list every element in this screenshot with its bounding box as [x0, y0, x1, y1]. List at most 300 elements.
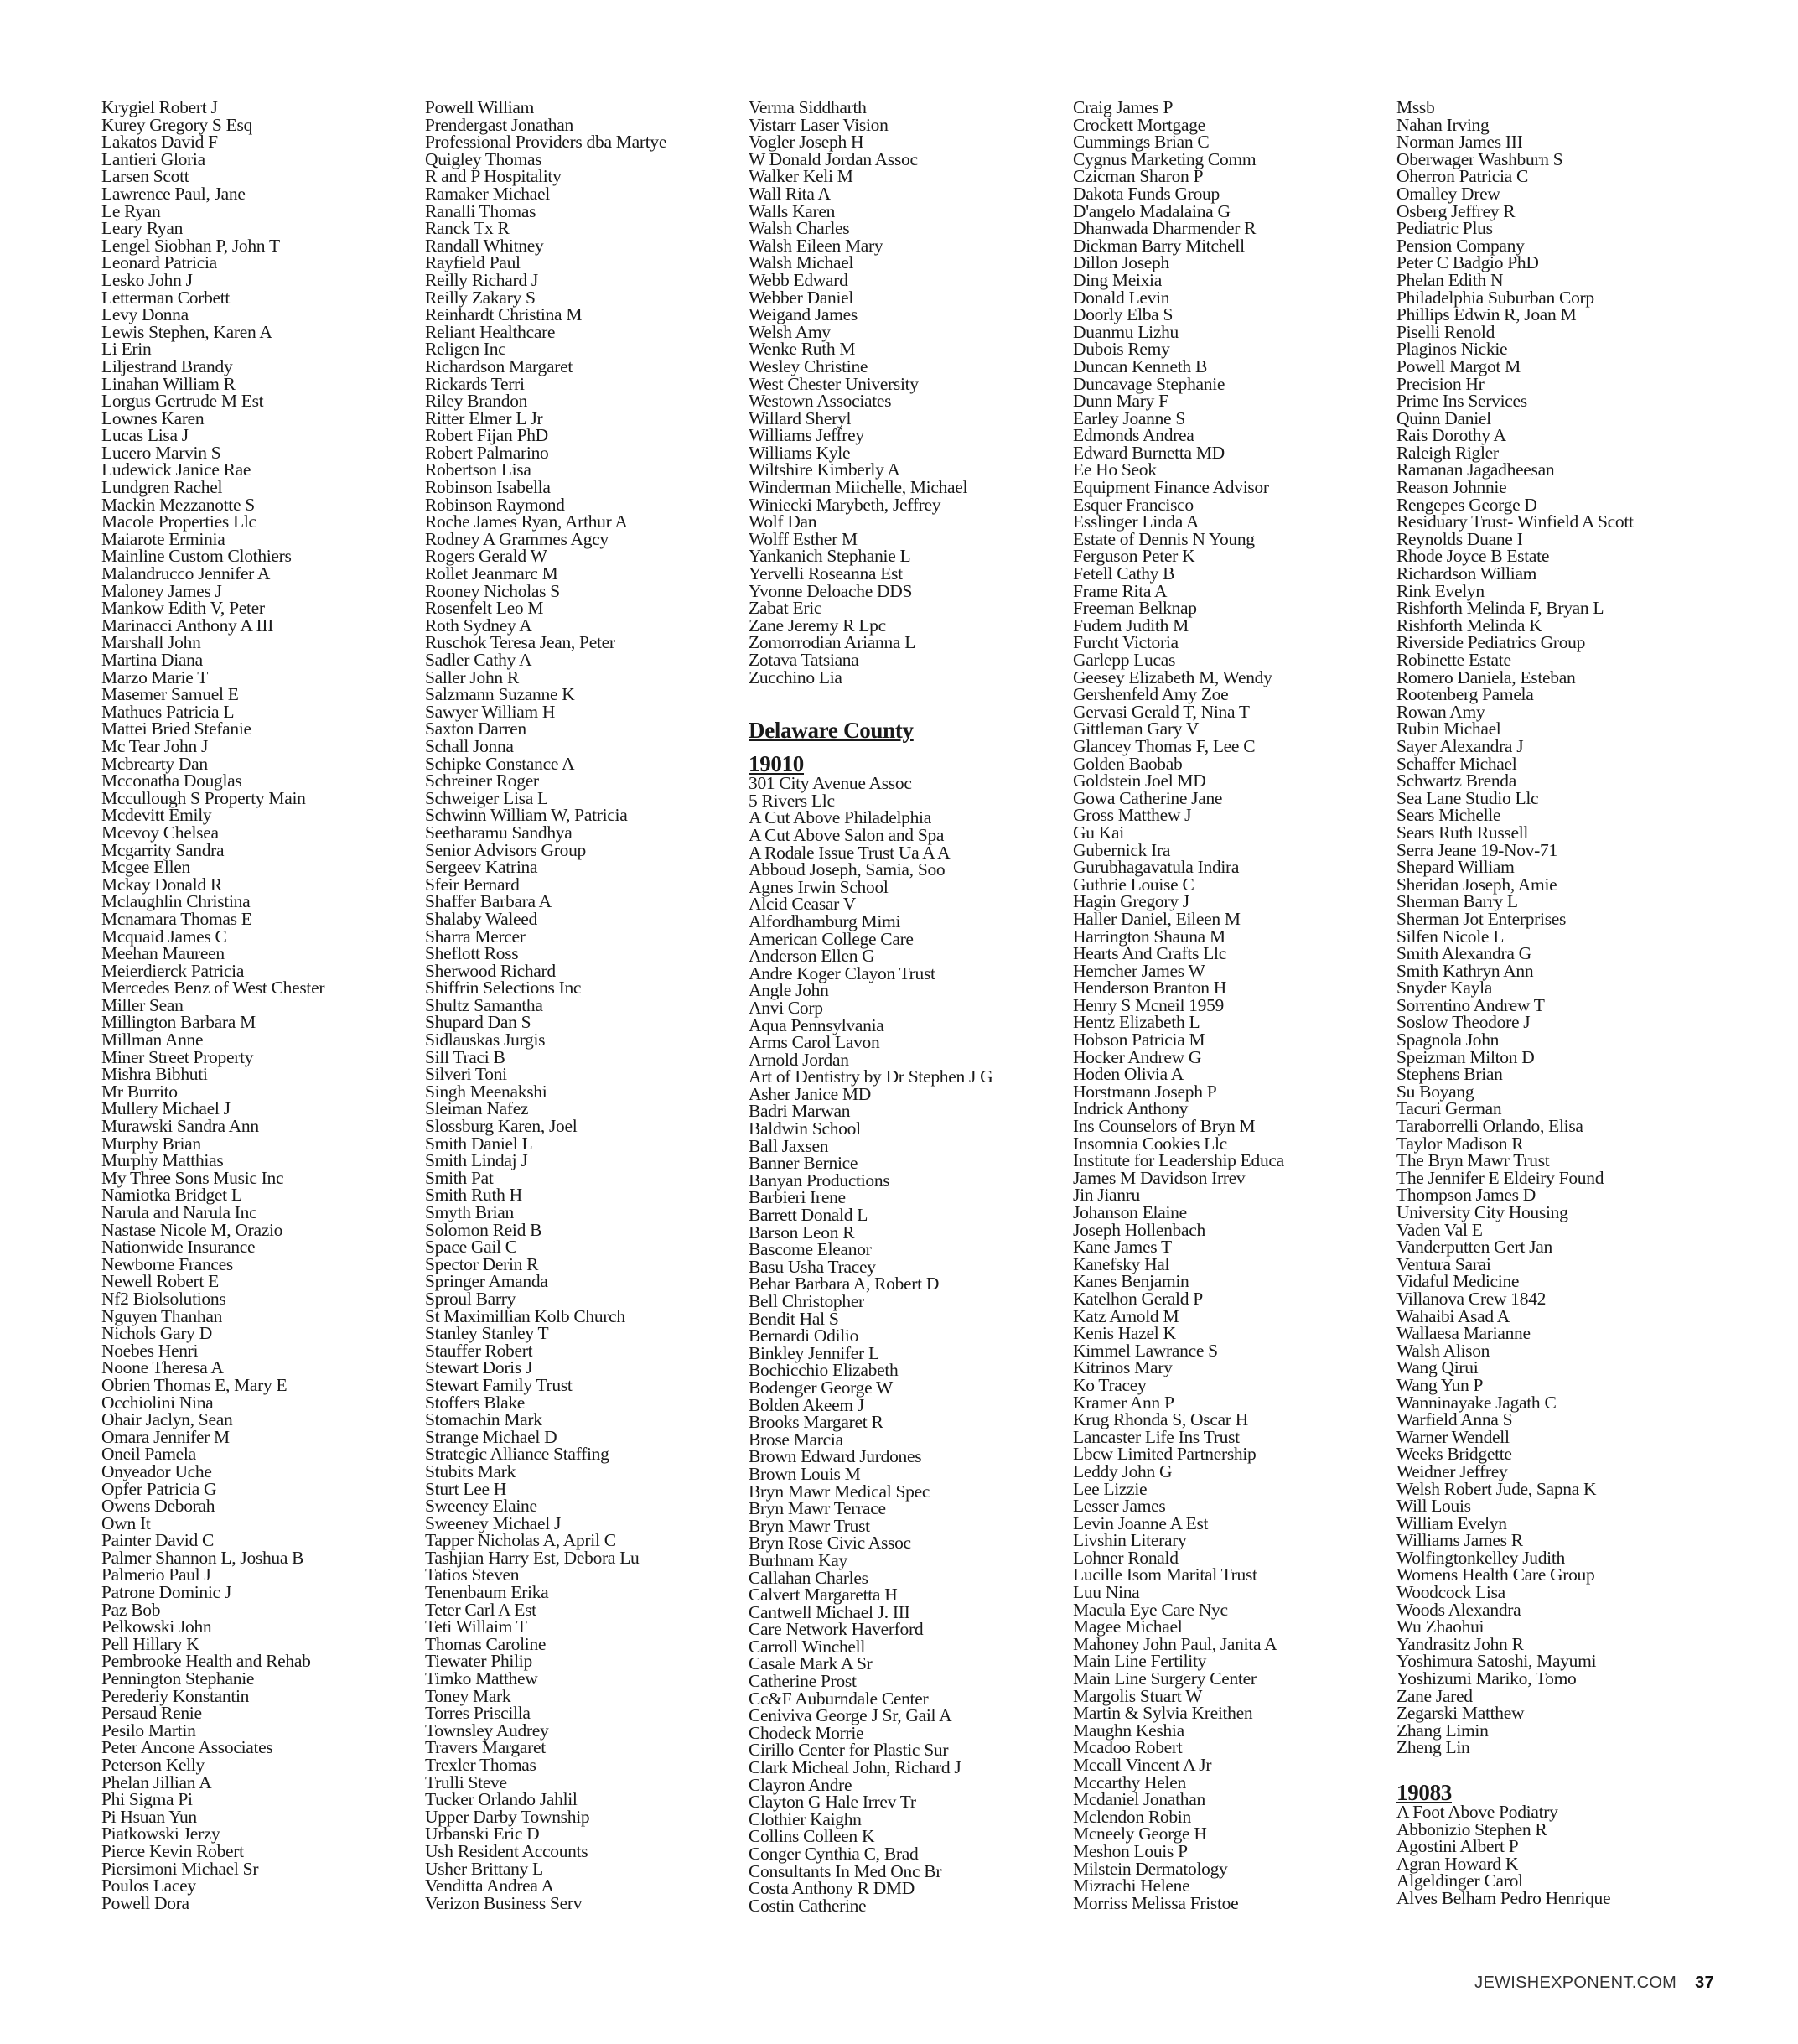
list-item: Johanson Elaine: [1073, 1202, 1187, 1222]
list-item: Morriss Melissa Fristoe: [1073, 1892, 1239, 1913]
list-item: Yervelli Roseanna Est: [749, 563, 903, 584]
list-item: Leddy John G: [1073, 1460, 1173, 1481]
list-item: Stanley Stanley T: [425, 1323, 549, 1344]
list-item: Torres Priscilla: [425, 1703, 531, 1724]
list-item: Rubin Michael: [1396, 719, 1501, 739]
list-item: Wang Qirui: [1396, 1357, 1479, 1378]
list-item: A Foot Above Podiatry: [1396, 1802, 1558, 1822]
list-item: Timko Matthew: [425, 1668, 538, 1689]
column-3: [749, 99, 1050, 1914]
list-item: Namiotka Bridget L: [101, 1185, 242, 1206]
list-item: Newborne Frances: [101, 1253, 233, 1274]
list-item: Mckay Donald R: [101, 874, 222, 895]
list-item: Seetharamu Sandhya: [425, 822, 573, 843]
list-item: Powell William: [425, 97, 535, 117]
list-item: Arms Carol Lavon: [749, 1032, 880, 1053]
list-item: Bendit Hal S: [749, 1308, 839, 1329]
list-item: Smith Daniel L: [425, 1133, 533, 1154]
list-item: Reliant Healthcare: [425, 321, 556, 342]
list-item: Warner Wendell: [1396, 1426, 1510, 1447]
list-item: Verizon Business Serv: [425, 1892, 583, 1913]
list-item: Mcdevitt Emily: [101, 805, 212, 826]
list-item: Pembrooke Health and Rehab: [101, 1651, 311, 1672]
list-item: Krygiel Robert J: [101, 97, 218, 117]
list-item: Soslow Theodore J: [1396, 1012, 1531, 1033]
list-item: Wolfingtonkelley Judith: [1396, 1547, 1565, 1568]
list-item: Crockett Mortgage: [1073, 114, 1205, 135]
list-item: Walsh Charles: [749, 218, 850, 239]
list-item: Craig James P: [1073, 97, 1174, 117]
list-item: Angle John: [749, 980, 829, 1001]
list-item: Costin Catherine: [749, 1895, 867, 1916]
list-item: Wallaesa Marianne: [1396, 1323, 1531, 1344]
list-item: Zegarski Matthew: [1396, 1703, 1525, 1724]
list-item: Mullery Michael J: [101, 1098, 231, 1119]
list-item: Binkley Jennifer L: [749, 1342, 879, 1363]
list-item: Mcconatha Douglas: [101, 770, 242, 791]
list-item: Equipment Finance Advisor: [1073, 477, 1269, 498]
column-2: [425, 99, 727, 1912]
list-item: Barson Leon R: [749, 1222, 855, 1242]
list-item: Maughn Keshia: [1073, 1720, 1184, 1741]
list-item: Rowan Amy: [1396, 701, 1485, 722]
list-item: Asher Janice MD: [749, 1083, 871, 1104]
list-item: Venditta Andrea A: [425, 1875, 554, 1896]
list-item: Trexler Thomas: [425, 1755, 536, 1775]
list-item: Sayer Alexandra J: [1396, 735, 1524, 756]
list-item: Kane James T: [1073, 1237, 1172, 1258]
list-item: Pelkowski John: [101, 1616, 212, 1637]
list-item: Omalley Drew: [1396, 183, 1500, 204]
list-item: Jin Jianru: [1073, 1185, 1141, 1206]
list-item: My Three Sons Music Inc: [101, 1167, 284, 1188]
list-item: Levin Joanne A Est: [1073, 1512, 1209, 1533]
list-item: Shiffrin Selections Inc: [425, 978, 582, 999]
list-item: Lorgus Gertrude M Est: [101, 391, 264, 412]
list-item: Ritter Elmer L Jr: [425, 407, 543, 428]
list-item: Lantieri Gloria: [101, 148, 205, 169]
list-item: Ding Meixia: [1073, 269, 1162, 290]
list-item: Omara Jennifer M: [101, 1426, 230, 1447]
list-item: Perederiy Konstantin: [101, 1685, 250, 1706]
list-item: Upper Darby Township: [425, 1806, 590, 1827]
list-item: Marzo Marie T: [101, 667, 209, 687]
list-item: Sill Traci B: [425, 1046, 505, 1067]
list-item: Ranalli Thomas: [425, 200, 536, 221]
list-item: Goldstein Joel MD: [1073, 770, 1206, 791]
list-item: Clothier Kaighn: [749, 1808, 862, 1829]
list-item: Abbonizio Stephen R: [1396, 1818, 1547, 1839]
list-item: Nguyen Thanhan: [101, 1305, 223, 1326]
list-item: Precision Hr: [1396, 373, 1485, 394]
list-item: Lucas Lisa J: [101, 425, 189, 446]
list-item: Hoden Olivia A: [1073, 1064, 1184, 1085]
list-item: Meehan Maureen: [101, 943, 225, 964]
list-item: Mccarthy Helen: [1073, 1772, 1186, 1792]
list-item: Hobson Patricia M: [1073, 1030, 1205, 1051]
list-item: Lengel Siobhan P, John T: [101, 235, 280, 256]
list-item: A Cut Above Salon and Spa: [749, 824, 945, 845]
list-item: Zomorrodian Arianna L: [749, 632, 916, 653]
list-item: Residuary Trust- Winfield A Scott: [1396, 511, 1634, 532]
list-item: Meshon Louis P: [1073, 1840, 1188, 1861]
list-item: Mcgarrity Sandra: [101, 839, 225, 860]
list-item: Roche James Ryan, Arthur A: [425, 511, 628, 532]
name-list: [425, 99, 727, 1912]
list-item: Sergeev Katrina: [425, 857, 538, 878]
list-item: Welsh Amy: [749, 321, 831, 342]
list-item: Solomon Reid B: [425, 1219, 542, 1240]
list-item: Arnold Jordan: [749, 1049, 849, 1070]
list-item: Wall Rita A: [749, 183, 831, 204]
list-item: Ramanan Jagadheesan: [1396, 459, 1555, 480]
list-item: Piersimoni Michael Sr: [101, 1858, 259, 1879]
list-item: Rogers Gerald W: [425, 546, 547, 567]
list-item: Sweeney Michael J: [425, 1512, 562, 1533]
list-item: Nahan Irving: [1396, 114, 1490, 135]
list-item: Insomnia Cookies Llc: [1073, 1133, 1227, 1154]
list-item: Ush Resident Accounts: [425, 1840, 588, 1861]
list-item: Cc&F Auburndale Center: [749, 1688, 929, 1709]
list-item: Badri Marwan: [749, 1101, 851, 1122]
list-item: Warfield Anna S: [1396, 1409, 1513, 1430]
list-item: Bascome Eleanor: [749, 1239, 872, 1260]
list-item: Geesey Elizabeth M, Wendy: [1073, 667, 1272, 687]
list-item: Basu Usha Tracey: [749, 1256, 876, 1277]
list-item: William Evelyn: [1396, 1512, 1507, 1533]
list-item: Phillips Edwin R, Joan M: [1396, 304, 1577, 325]
list-item: Lohner Ronald: [1073, 1547, 1179, 1568]
list-item: Brown Edward Jurdones: [749, 1446, 922, 1467]
list-item: Wahaibi Asad A: [1396, 1305, 1510, 1326]
list-item: Alves Belham Pedro Henrique: [1396, 1887, 1611, 1908]
list-item: Liljestrand Brandy: [101, 355, 233, 376]
list-item: Sears Michelle: [1396, 805, 1501, 826]
list-item: Millington Barbara M: [101, 1012, 256, 1033]
list-item: Obrien Thomas E, Mary E: [101, 1374, 288, 1395]
zip-heading: 19010: [749, 751, 805, 777]
list-item: Reilly Richard J: [425, 269, 538, 290]
list-item: Banner Bernice: [749, 1153, 858, 1174]
county-heading: Delaware County: [749, 718, 914, 744]
list-item: Lesser James: [1073, 1496, 1166, 1517]
list-item: Westown Associates: [749, 391, 892, 412]
list-item: Sweeney Elaine: [425, 1496, 537, 1517]
list-item: Quigley Thomas: [425, 148, 542, 169]
list-item: Dhanwada Dharmender R: [1073, 218, 1257, 239]
list-item: Sleiman Nafez: [425, 1098, 529, 1119]
list-item: Weigand James: [749, 304, 858, 325]
list-item: Magee Michael: [1073, 1616, 1183, 1637]
list-item: Teter Carl A Est: [425, 1599, 536, 1620]
list-item: University City Housing: [1396, 1202, 1568, 1222]
list-item: Opfer Patricia G: [101, 1478, 217, 1499]
list-item: Le Ryan: [101, 200, 161, 221]
list-item: Tashjian Harry Est, Debora Lu: [425, 1547, 640, 1568]
list-item: Hagin Gregory J: [1073, 891, 1189, 912]
list-item: Springer Amanda: [425, 1271, 548, 1292]
list-item: 301 City Avenue Assoc: [749, 773, 912, 794]
list-item: Marinacci Anthony A III: [101, 615, 274, 636]
list-item: Bodenger George W: [749, 1377, 894, 1398]
list-item: Sherman Jot Enterprises: [1396, 908, 1567, 929]
list-item: Schwartz Brenda: [1396, 770, 1516, 791]
list-item: West Chester University: [749, 373, 919, 394]
list-item: Painter David C: [101, 1530, 215, 1551]
list-item: Quinn Daniel: [1396, 407, 1491, 428]
list-item: Aqua Pennsylvania: [749, 1014, 884, 1035]
list-item: Smith Alexandra G: [1396, 943, 1531, 964]
name-list: [1396, 1803, 1698, 1907]
list-item: Vistarr Laser Vision: [749, 114, 889, 135]
list-item: Wesley Christine: [749, 355, 868, 376]
list-item: Thompson James D: [1396, 1185, 1536, 1206]
list-item: Tucker Orlando Jahlil: [425, 1789, 578, 1810]
list-item: Salzmann Suzanne K: [425, 684, 575, 705]
list-item: Shepard William: [1396, 857, 1515, 878]
list-item: Paz Bob: [101, 1599, 161, 1620]
list-item: Tacuri German: [1396, 1098, 1502, 1119]
list-item: Schreiner Roger: [425, 770, 539, 791]
list-item: Trulli Steve: [425, 1772, 507, 1792]
list-item: Mainline Custom Clothiers: [101, 546, 292, 567]
list-item: Yvonne Deloache DDS: [749, 580, 913, 601]
list-item: Zabat Eric: [749, 598, 822, 619]
list-item: Yoshimura Satoshi, Mayumi: [1396, 1651, 1597, 1672]
list-item: Su Boyang: [1396, 1081, 1474, 1102]
list-item: Ludewick Janice Rae: [101, 459, 251, 480]
list-item: Sturt Lee H: [425, 1478, 507, 1499]
list-item: Gubernick Ira: [1073, 839, 1171, 860]
list-item: Martin & Sylvia Kreithen: [1073, 1703, 1253, 1724]
list-item: Brown Louis M: [749, 1463, 861, 1484]
list-item: Persaud Renie: [101, 1703, 202, 1724]
list-item: Mahoney John Paul, Janita A: [1073, 1633, 1277, 1654]
list-item: Richardson William: [1396, 563, 1537, 584]
list-item: Tapper Nicholas A, April C: [425, 1530, 616, 1551]
list-item: Wanninayake Jagath C: [1396, 1392, 1557, 1413]
list-item: Pell Hillary K: [101, 1633, 199, 1654]
list-item: Kitrinos Mary: [1073, 1357, 1173, 1378]
list-item: Spector Derin R: [425, 1253, 539, 1274]
list-item: Weidner Jeffrey: [1396, 1460, 1508, 1481]
list-item: Welsh Robert Jude, Sapna K: [1396, 1478, 1597, 1499]
list-item: Lakatos David F: [101, 132, 218, 153]
list-item: Lundgren Rachel: [101, 477, 223, 498]
name-list: [101, 99, 403, 1912]
list-item: Anvi Corp: [749, 997, 823, 1018]
list-item: Slossburg Karen, Joel: [425, 1116, 578, 1137]
list-item: Randall Whitney: [425, 235, 544, 256]
list-item: Harrington Shauna M: [1073, 926, 1225, 947]
list-item: James M Davidson Irrev: [1073, 1167, 1246, 1188]
list-item: Edmonds Andrea: [1073, 425, 1194, 446]
list-item: Urbanski Eric D: [425, 1824, 540, 1844]
list-item: Guthrie Louise C: [1073, 874, 1194, 895]
list-item: Verma Siddharth: [749, 97, 867, 117]
list-item: Robinette Estate: [1396, 650, 1511, 670]
list-item: Yandrasitz John R: [1396, 1633, 1524, 1654]
list-item: Clark Micheal John, Richard J: [749, 1757, 961, 1778]
list-item: Bell Christopher: [749, 1291, 864, 1311]
list-item: Walsh Michael: [749, 252, 854, 273]
list-item: Gittleman Gary V: [1073, 719, 1200, 739]
list-item: Lee Lizzie: [1073, 1478, 1148, 1499]
list-item: Riley Brandon: [425, 391, 528, 412]
list-item: Main Line Fertility: [1073, 1651, 1207, 1672]
list-item: Toney Mark: [425, 1685, 511, 1706]
list-item: Dunn Mary F: [1073, 391, 1168, 412]
list-item: Murawski Sandra Ann: [101, 1116, 259, 1137]
list-item: Lesko John J: [101, 269, 193, 290]
list-item: Mercedes Benz of West Chester: [101, 978, 325, 999]
list-item: Consultants In Med Onc Br: [749, 1860, 942, 1881]
list-item: Walsh Eileen Mary: [749, 235, 883, 256]
list-item: Mclaughlin Christina: [101, 891, 251, 912]
list-item: Bryn Rose Civic Assoc: [749, 1533, 911, 1554]
list-item: Chodeck Morrie: [749, 1722, 864, 1743]
list-item: Hentz Elizabeth L: [1073, 1012, 1200, 1033]
name-list: [749, 99, 1050, 686]
list-item: Shultz Samantha: [425, 994, 543, 1015]
list-item: Lucero Marvin S: [101, 442, 221, 463]
list-item: Mcnamara Thomas E: [101, 908, 252, 929]
list-item: Brose Marcia: [749, 1429, 843, 1450]
list-item: Woods Alexandra: [1396, 1599, 1521, 1620]
list-item: Alcid Ceasar V: [749, 894, 856, 915]
list-item: Mathues Patricia L: [101, 701, 235, 722]
list-item: Religen Inc: [425, 339, 506, 360]
list-item: American College Care: [749, 928, 914, 949]
list-item: Estate of Dennis N Young: [1073, 528, 1255, 549]
list-item: Smith Lindaj J: [425, 1150, 528, 1171]
list-item: Pesilo Martin: [101, 1720, 196, 1741]
list-item: Yankanich Stephanie L: [749, 546, 911, 567]
list-item: Peter C Badgio PhD: [1396, 252, 1539, 273]
list-item: Clayton G Hale Irrev Tr: [749, 1792, 916, 1813]
list-item: Barrett Donald L: [749, 1205, 868, 1226]
list-item: Shaffer Barbara A: [425, 891, 552, 912]
column-1: [101, 99, 403, 1912]
list-item: Mcneely George H: [1073, 1824, 1207, 1844]
list-item: Mr Burrito: [101, 1081, 178, 1102]
list-item: Tiewater Philip: [425, 1651, 532, 1672]
list-item: Carroll Winchell: [749, 1636, 866, 1657]
list-item: Reynolds Duane I: [1396, 528, 1523, 549]
list-item: Ventura Sarai: [1396, 1253, 1491, 1274]
list-item: Joseph Hollenbach: [1073, 1219, 1205, 1240]
list-item: Plaginos Nickie: [1396, 339, 1508, 360]
list-item: Gershenfeld Amy Zoe: [1073, 684, 1229, 705]
list-item: Mccullough S Property Main: [101, 787, 306, 808]
list-item: Indrick Anthony: [1073, 1098, 1189, 1119]
list-item: Cummings Brian C: [1073, 132, 1210, 153]
list-item: Pediatric Plus: [1396, 218, 1493, 239]
list-item: Horstmann Joseph P: [1073, 1081, 1217, 1102]
list-item: Raleigh Rigler: [1396, 442, 1499, 463]
list-item: Frame Rita A: [1073, 580, 1168, 601]
list-item: Leonard Patricia: [101, 252, 217, 273]
list-item: Ferguson Peter K: [1073, 546, 1195, 567]
list-item: Burhnam Kay: [749, 1549, 847, 1570]
list-item: Pi Hsuan Yun: [101, 1806, 197, 1827]
list-item: Robinson Isabella: [425, 477, 551, 498]
list-item: Winderman Miichelle, Michael: [749, 477, 968, 498]
list-item: Noone Theresa A: [101, 1357, 224, 1378]
list-item: Schweiger Lisa L: [425, 787, 548, 808]
list-item: Norman James III: [1396, 132, 1523, 153]
list-item: Miner Street Property: [101, 1046, 254, 1067]
list-item: Edward Burnetta MD: [1073, 442, 1225, 463]
list-item: Brooks Margaret R: [749, 1412, 883, 1433]
list-item: Stephens Brian: [1396, 1064, 1503, 1085]
list-item: Reinhardt Christina M: [425, 304, 583, 325]
list-item: Art of Dentistry by Dr Stephen J G: [749, 1066, 993, 1087]
list-item: Czicman Sharon P: [1073, 166, 1204, 187]
page-number: 37: [1695, 1974, 1714, 1992]
list-item: Millman Anne: [101, 1030, 204, 1051]
list-item: Philadelphia Suburban Corp: [1396, 287, 1594, 308]
list-item: Glancey Thomas F, Lee C: [1073, 735, 1256, 756]
list-item: Sproul Barry: [425, 1288, 516, 1309]
list-item: Rooney Nicholas S: [425, 580, 560, 601]
list-item: Zheng Lin: [1396, 1737, 1470, 1758]
list-item: A Cut Above Philadelphia: [749, 807, 931, 828]
list-item: Hearts And Crafts Llc: [1073, 943, 1226, 964]
list-item: Milstein Dermatology: [1073, 1858, 1228, 1879]
list-item: Owens Deborah: [101, 1496, 215, 1517]
list-item: Gu Kai: [1073, 822, 1124, 843]
list-item: Fetell Cathy B: [1073, 563, 1175, 584]
list-item: Sidlauskas Jurgis: [425, 1030, 546, 1051]
list-item: Strange Michael D: [425, 1426, 557, 1447]
list-item: Gowa Catherine Jane: [1073, 787, 1223, 808]
list-item: Sadler Cathy A: [425, 650, 532, 670]
list-item: Lbcw Limited Partnership: [1073, 1444, 1257, 1465]
list-item: Prendergast Jonathan: [425, 114, 573, 135]
list-item: Duncan Kenneth B: [1073, 355, 1207, 376]
list-item: Masemer Samuel E: [101, 684, 239, 705]
list-item: Sorrentino Andrew T: [1396, 994, 1545, 1015]
list-item: Ohair Jaclyn, Sean: [101, 1409, 233, 1430]
list-item: Shalaby Waleed: [425, 908, 537, 929]
list-item: Casale Mark A Sr: [749, 1653, 873, 1674]
list-item: Lewis Stephen, Karen A: [101, 321, 272, 342]
list-item: Schipke Constance A: [425, 753, 575, 774]
list-item: Malandrucco Jennifer A: [101, 563, 271, 584]
list-item: Richardson Margaret: [425, 355, 573, 376]
list-item: Reilly Zakary S: [425, 287, 536, 308]
list-item: Mizrachi Helene: [1073, 1875, 1190, 1896]
list-item: Ceniviva George J Sr, Gail A: [749, 1705, 952, 1726]
list-item: Travers Margaret: [425, 1737, 546, 1758]
list-item: Costa Anthony R DMD: [749, 1878, 915, 1899]
list-item: Sea Lane Studio Llc: [1396, 787, 1539, 808]
list-item: Bochicchio Elizabeth: [749, 1360, 899, 1381]
list-item: Doorly Elba S: [1073, 304, 1174, 325]
list-item: The Bryn Mawr Trust: [1396, 1150, 1550, 1171]
list-item: Cantwell Michael J. III: [749, 1601, 910, 1622]
list-item: Wang Yun P: [1396, 1374, 1484, 1395]
list-item: Bryn Mawr Trust: [749, 1515, 870, 1536]
list-item: Mc Tear John J: [101, 735, 209, 756]
list-item: Maiarote Erminia: [101, 528, 225, 549]
list-item: Stewart Doris J: [425, 1357, 533, 1378]
list-item: Alfordhamburg Mimi: [749, 910, 901, 931]
list-item: Phi Sigma Pi: [101, 1789, 193, 1810]
list-item: Meierdierck Patricia: [101, 960, 245, 981]
list-item: Pennington Stephanie: [101, 1668, 255, 1689]
